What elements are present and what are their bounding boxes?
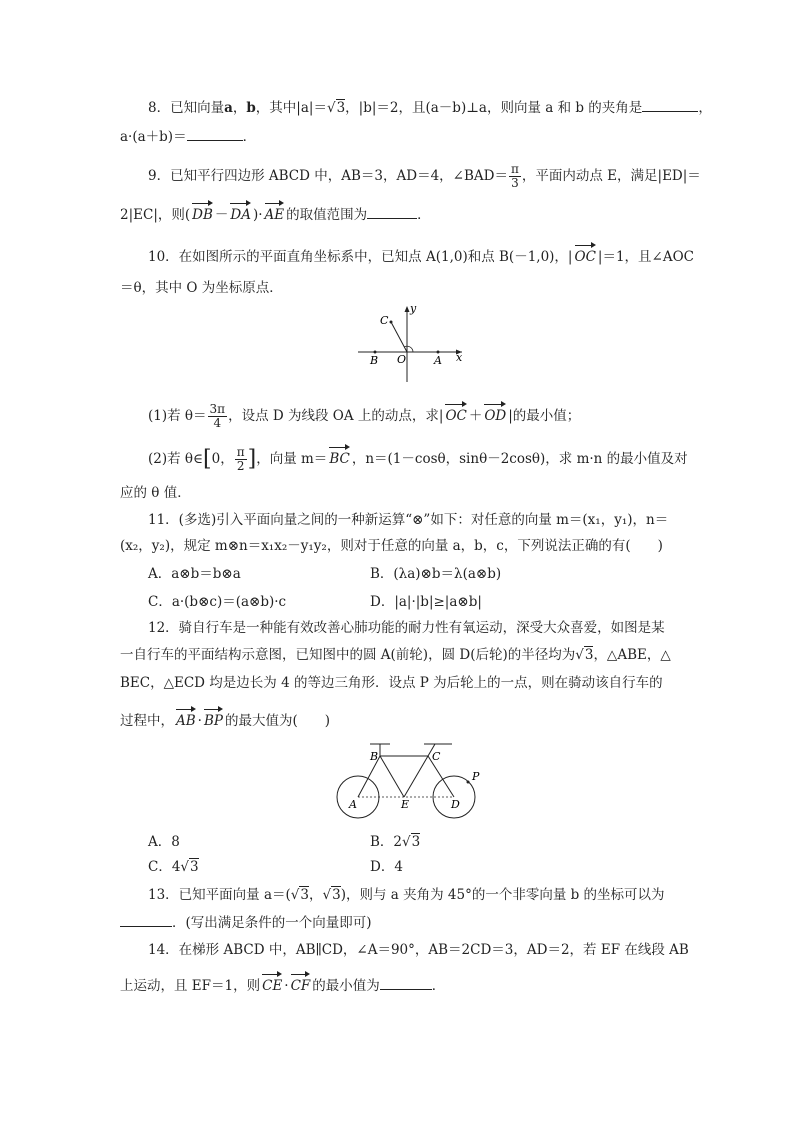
q11-line1: 11．(多选)引入平面向量之间的一种新运算“⊗”如下：对任意的向量 m＝(x₁，y₁)，n＝ [148,512,669,528]
q10-part2: (2)若 θ∈[0， $\frac{\pi}{2}$ ]，向量 m＝ BC ，n＝(1－cosθ，sinθ－2cosθ)，求 m·n 的最小值及对 [148,445,688,473]
q10-coordinate-figure [350,302,470,386]
point-label: C [380,314,389,327]
q14-line2: 上运动，且 EF＝1，则 CE · CF 的最小值为 ． [120,972,445,996]
q13-line2: ．(写出满足条件的一个向量即可) [120,912,372,933]
q10-part1: (1)若 θ＝ $\frac{3\pi}{4}$ ，设点 D 为线段 OA 上的动点，求| OC ＋ OD |的最小值； [148,402,581,430]
q12-option-b: B．2√3 [370,834,421,850]
q12-line1: 12．骑自行车是一种能有效改善心肺功能的耐力性有氧运动，深受大众喜爱，如图是某 [148,620,665,636]
point-label: E [401,798,410,811]
q12-line2: 一自行车的平面结构示意图，已知图中的圆 A(前轮)，圆 D(后轮)的半径均为√3，△ABE，△ [120,647,671,663]
q12-option-c: C．4√3 [148,859,199,875]
point-label: P [472,770,480,783]
fraction: $\frac{\pi}{2}$ [236,445,245,473]
q10-line2: ＝θ，其中 O 为坐标原点． [120,280,283,296]
point-label: D [451,798,460,811]
q10-line1: 10．在如图所示的平面直角坐标系中，已知点 A(1,0)和点 B(－1,0)，| OC |＝1，且∠AOC [148,243,694,267]
point-label: B [370,354,379,367]
point-label: B [370,750,379,763]
q12-bicycle-figure [330,738,490,822]
axis-label: y [410,302,417,315]
point-label: O [397,353,407,366]
q11-line2: (x₂，y₂)，规定 m⊗n＝x₁x₂－y₁y₂，则对于任意的向量 a，b，c，下列说法正确的有( ) [120,538,663,554]
q9-line2: 2|EC|，则( DB － DA )· AE 的取值范围为 ． [120,201,431,225]
q12-line3: BEC，△ECD 均是边长为 4 的等边三角形．设点 P 为后轮上的一点，则在骑动该自行车的 [120,675,663,691]
fraction: $\frac{3\pi}{4}$ [209,402,226,430]
q14-line1: 14．在梯形 ABCD 中，AB∥CD，∠A＝90°，AB＝2CD＝3，AD＝2，若 EF 在线段 AB [148,942,689,958]
point-label: C [432,750,441,763]
q11-option-a: A．a⊗b＝b⊗a [148,566,241,582]
q11-option-b: B．(λa)⊗b＝λ(a⊗b) [370,566,502,582]
q13-line1: 13．已知平面向量 a＝(√3，√3)，则与 a 夹角为 45°的一个非零向量 b 的坐标可以为 [148,887,665,903]
q12-option-d: D．4 [370,859,403,875]
q11-option-d: D．|a|·|b|≥|a⊗b| [370,594,482,610]
q12-line4: 过程中， AB · BP 的最大值为( ) [120,707,330,731]
axis-label: x [456,351,463,364]
fraction: $\frac{\pi}{3}$ [510,162,519,190]
q11-option-c: C．a·(b⊗c)＝(a⊗b)·c [148,594,287,610]
point-label: A [434,354,442,367]
q9-line1: 9．已知平行四边形 ABCD 中，AB＝3，AD＝4，∠BAD＝ $\frac{\pi}{3}$ ，平面内动点 E，满足|ED|＝ [148,162,701,190]
q10-part2-line2: 应的 θ 值． [120,485,191,501]
q8-line1: 8．已知向量a，b，其中|a|＝√3，|b|＝2，且(a－b)⊥a，则向量 a 和 b 的夹角是 ， [148,97,712,118]
point-label: A [349,798,357,811]
q12-option-a: A．8 [148,834,180,850]
q8-line2: a·(a＋b)＝ ． [120,126,256,147]
